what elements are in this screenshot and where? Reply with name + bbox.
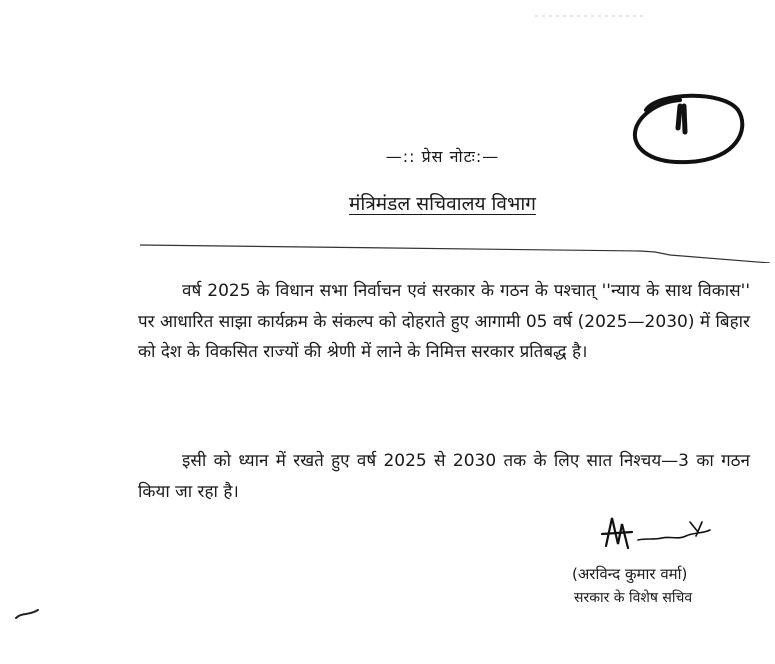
department-title bbox=[0, 190, 775, 216]
body-paragraph-2: इसी को ध्यान में रखते हुए वर्ष 2025 से 2030 तक के लिए सात निश्चय—3 का गठन किया जा रहा है। bbox=[138, 451, 750, 502]
body-paragraph-1: वर्ष 2025 के विधान सभा निर्वाचन एवं सरकार के गठन के पश्चात् ''न्याय के साथ विकास'' पर आधारित साझा कार्यक्रम के संकल्प को दोहराते हुए आगामी 05 वर्ष (2025—2030) में बिहार को देश के विकसित राज्यों की श्रेणी में लाने के निमित्त सरकार प्रतिबद्ध है। bbox=[138, 281, 750, 362]
press-note-heading: —:: प्रेस नोटः:— bbox=[385, 147, 500, 166]
separator-line bbox=[140, 243, 770, 263]
signer-name: (अरविन्द कुमार वर्मा) bbox=[572, 565, 688, 583]
handwritten-signature bbox=[598, 510, 718, 560]
scan-smudge bbox=[530, 12, 650, 20]
signer-designation: सरकार के विशेष सचिव bbox=[574, 590, 693, 606]
margin-pen-mark bbox=[14, 606, 40, 622]
department-title-text: मंत्रिमंडल सचिवालय विभाग bbox=[349, 193, 536, 215]
